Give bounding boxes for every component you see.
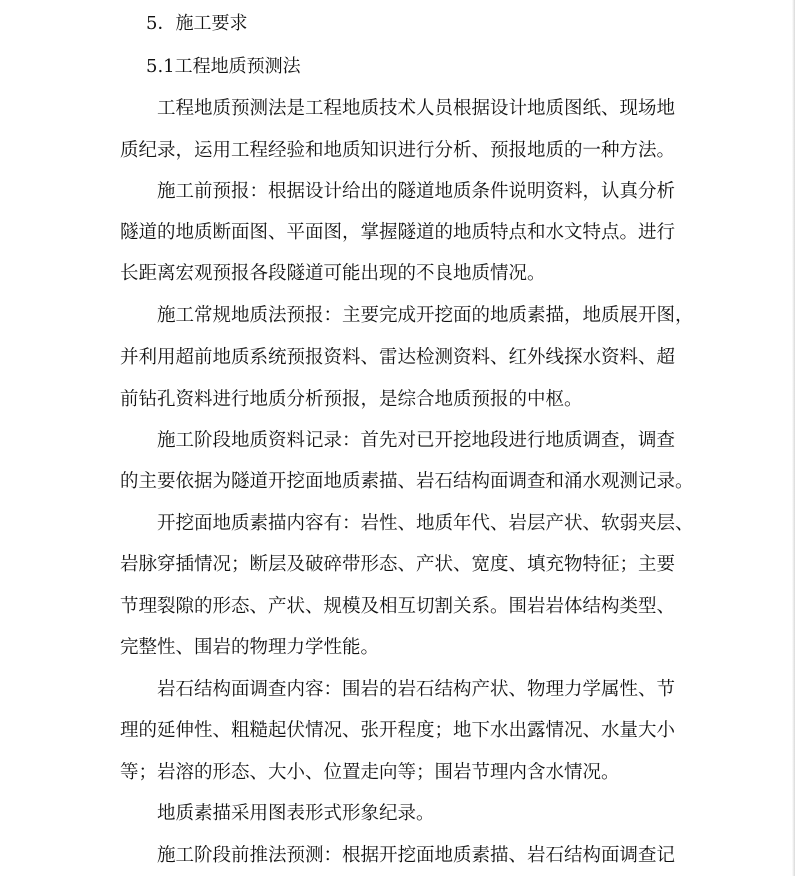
paragraph-line: 施工前预报：根据设计给出的隧道地质条件说明资料，认真分析 [120, 181, 676, 202]
paragraph-line: 节理裂隙的形态、产状、规模及相互切割关系。围岩岩体结构类型、 [120, 596, 676, 617]
paragraph-line: 施工阶段前推法预测：根据开挖面地质素描、岩石结构面调查记 [120, 845, 676, 866]
paragraph-line: 工程地质预测法是工程地质技术人员根据设计地质图纸、现场地 [120, 98, 676, 119]
paragraph-line: 并利用超前地质系统预报资料、雷达检测资料、红外线探水资料、超 [120, 347, 676, 368]
section-heading-5-1: 5.1工程地质预测法 [146, 56, 301, 77]
paragraph-line: 长距离宏观预报各段隧道可能出现的不良地质情况。 [120, 263, 546, 284]
paragraph-line: 岩脉穿插情况；断层及破碎带形态、产状、宽度、填充物特征；主要 [120, 554, 676, 575]
paragraph-line: 质纪录，运用工程经验和地质知识进行分析、预报地质的一种方法。 [120, 140, 676, 161]
paragraph-line: 前钻孔资料进行地质分析预报，是综合地质预报的中枢。 [120, 389, 583, 410]
paragraph-line: 等；岩溶的形态、大小、位置走向等；围岩节理内含水情况。 [120, 762, 620, 783]
paragraph-line: 地质素描采用图表形式形象纪录。 [120, 803, 435, 824]
paragraph-line: 施工常规地质法预报：主要完成开挖面的地质素描，地质展开图， [120, 305, 694, 326]
paragraph-line: 的主要依据为隧道开挖面地质素描、岩石结构面调查和涌水观测记录。 [120, 471, 694, 492]
paragraph-line: 岩石结构面调查内容：围岩的岩石结构产状、物理力学属性、节 [120, 679, 676, 700]
paragraph-line: 理的延伸性、粗糙起伏情况、张开程度；地下水出露情况、水量大小 [120, 720, 676, 741]
paragraph-line: 开挖面地质素描内容有：岩性、地质年代、岩层产状、软弱夹层、 [120, 513, 694, 534]
paragraph-line: 隧道的地质断面图、平面图，掌握隧道的地质特点和水文特点。进行 [120, 222, 676, 243]
paragraph-line: 完整性、围岩的物理力学性能。 [120, 637, 380, 658]
paragraph-line: 施工阶段地质资料记录：首先对已开挖地段进行地质调查，调查 [120, 430, 676, 451]
section-heading-5: 5．施工要求 [146, 13, 248, 34]
